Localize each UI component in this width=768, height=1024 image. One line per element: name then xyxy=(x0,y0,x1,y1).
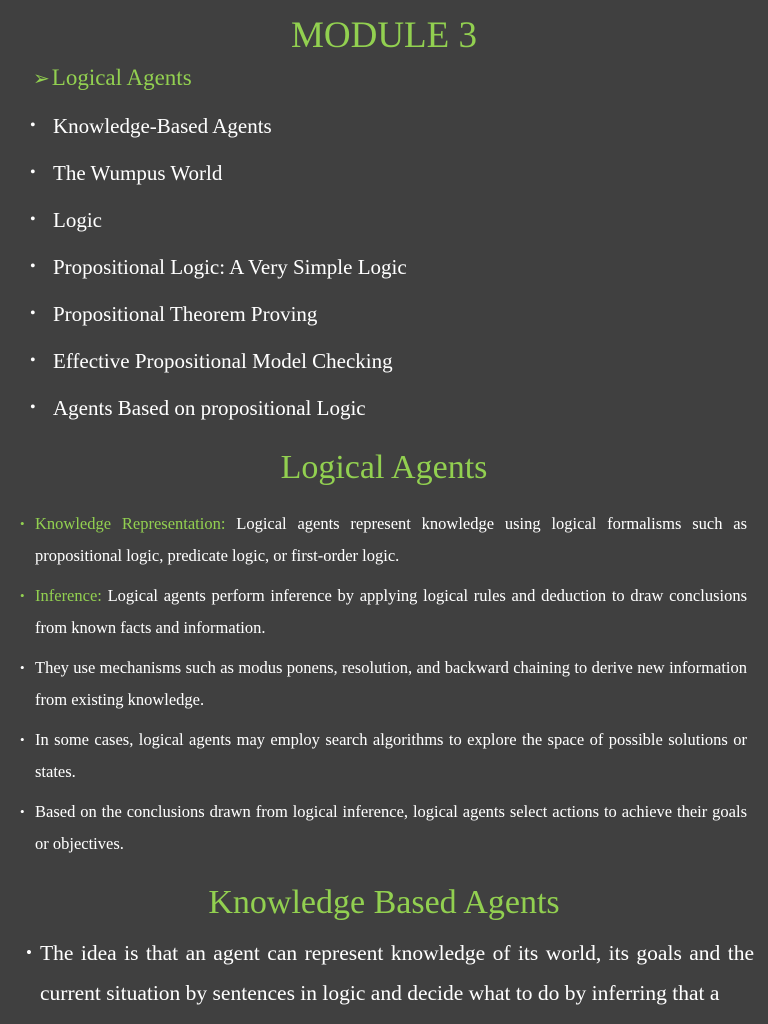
point-text: They use mechanisms such as modus ponens, resolution, and backward chaining to derive new information from existing knowledge. xyxy=(35,658,747,709)
subheading-text: Logical Agents xyxy=(51,65,192,90)
point-text: Logical agents perform inference by applying logical rules and deduction to draw conclusions from known facts and information. xyxy=(35,586,747,637)
point-text: Based on the conclusions drawn from logical inference, logical agents select actions to achieve their goals or objectives. xyxy=(35,802,747,853)
logical-agents-title: Logical Agents xyxy=(280,449,488,486)
list-item xyxy=(20,652,747,716)
bullet-icon: • xyxy=(20,516,25,531)
knowledge-based-agents-title: Knowledge Based Agents xyxy=(208,884,560,921)
topic-text: Propositional Theorem Proving xyxy=(53,302,318,326)
logical-agents-subheading xyxy=(33,63,192,94)
point-text: Logical agents represent knowledge using logical formalisms such as propositional logic, predicate logic, or first-order logic. xyxy=(35,514,748,565)
bullet-icon: • xyxy=(30,305,36,322)
arrow-bullet-icon: ➢ xyxy=(33,68,50,90)
topic-text: Effective Propositional Model Checking xyxy=(53,349,393,373)
bullet-icon: • xyxy=(30,258,36,275)
topic-text: Agents Based on propositional Logic xyxy=(53,396,366,420)
point-text: The idea is that an agent can represent knowledge of its world, its goals and the current situation by sentences in logic and decide what to do by inferring that a xyxy=(40,941,754,1005)
point-label: Knowledge Representation: xyxy=(35,514,226,533)
point-text: In some cases, logical agents may employ search algorithms to explore the space of possible solutions or states. xyxy=(35,730,747,781)
bullet-icon: • xyxy=(26,943,32,962)
bullet-icon: • xyxy=(20,588,25,603)
bullet-icon: • xyxy=(30,164,36,181)
topic-text: Knowledge-Based Agents xyxy=(53,114,272,138)
bullet-icon: • xyxy=(30,211,36,228)
bullet-icon: • xyxy=(20,732,25,747)
bullet-icon: • xyxy=(30,117,36,134)
list-item xyxy=(20,508,747,572)
bullet-icon: • xyxy=(30,399,36,416)
list-item xyxy=(20,580,747,644)
list-item xyxy=(20,796,747,860)
knowledge-based-agents-list xyxy=(26,933,754,1013)
topic-text: The Wumpus World xyxy=(53,161,223,185)
topic-text: Logic xyxy=(53,208,102,232)
bullet-icon: • xyxy=(30,352,36,369)
point-label: Inference: xyxy=(35,586,102,605)
bullet-icon: • xyxy=(20,660,25,675)
bullet-icon: • xyxy=(20,804,25,819)
logical-agents-list xyxy=(20,508,747,868)
module-title: MODULE 3 xyxy=(290,15,477,56)
topic-text: Propositional Logic: A Very Simple Logic xyxy=(53,255,407,279)
list-item xyxy=(26,933,754,1013)
list-item xyxy=(20,724,747,788)
